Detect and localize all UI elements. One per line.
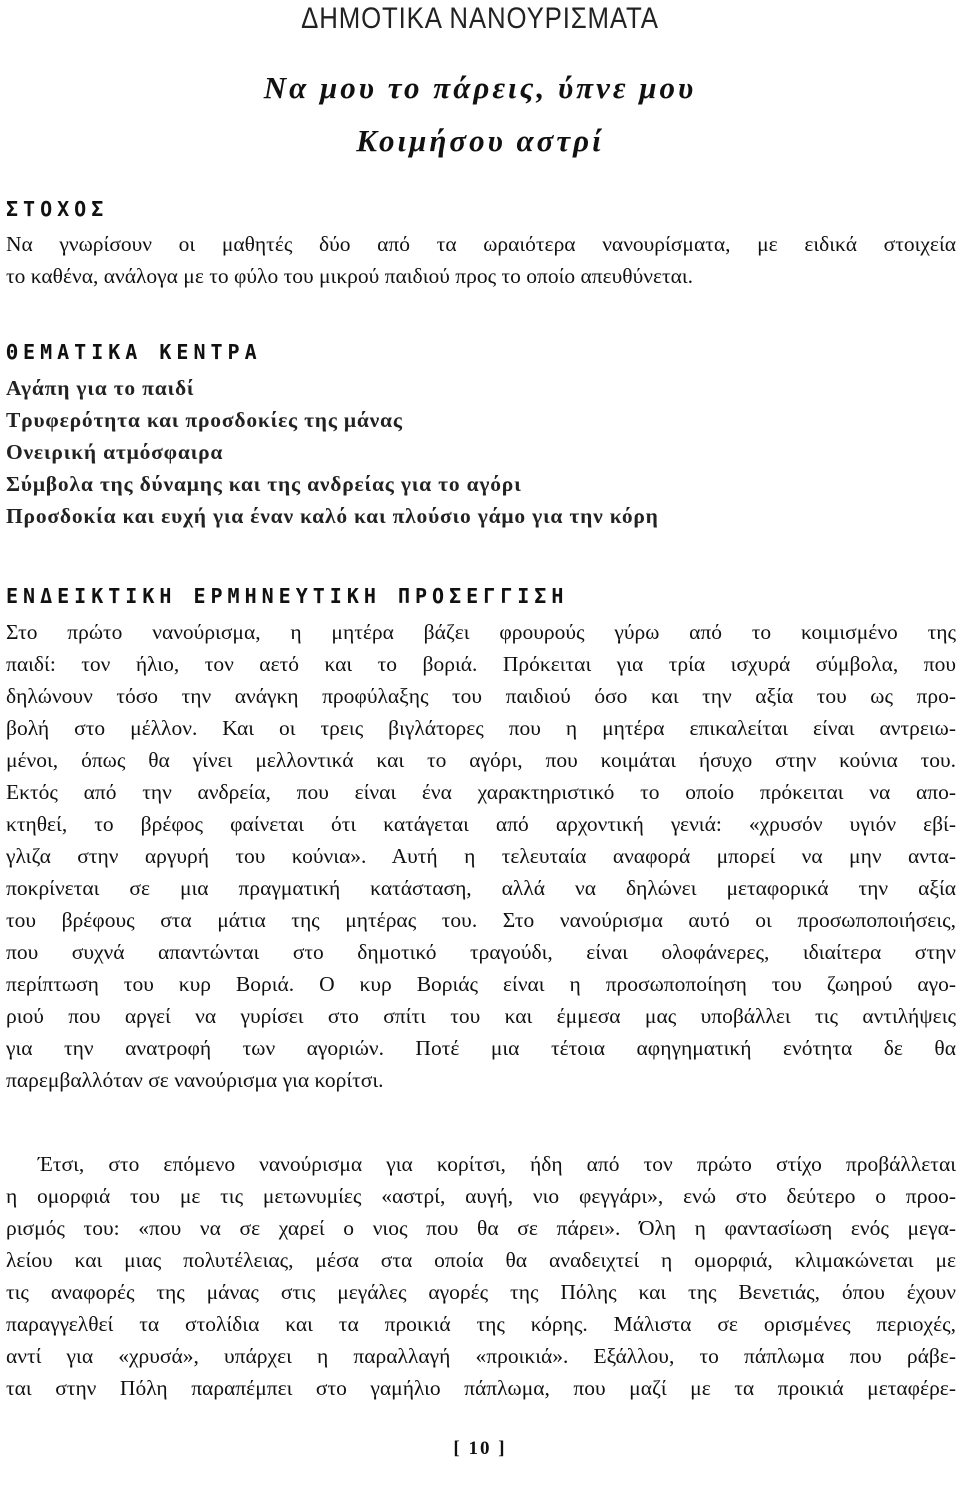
text-line: Έτσι, στο επόμενο νανούρισμα για κορίτσι, ήδη από τον πρώτο στίχο προβάλλεται xyxy=(38,1152,956,1176)
text-line: δηλώνουν τόσο την ανάγκη προφύλαξης του παιδιού όσο και την αξία του ως προ- xyxy=(6,684,956,708)
poem-title-1: Να μου το πάρεις, ύπνε μου xyxy=(263,70,697,105)
text-line: αντί για «χρυσά», υπάρχει η παραλλαγή «προικιά». Εξάλλου, το πάπλωμα που ράβε- xyxy=(6,1344,956,1368)
text-line: η ομορφιά του με τις μετωνυμίες «αστρί, αυγή, νιο φεγγάρι», ενώ στο δεύτερο ο προο- xyxy=(6,1184,956,1208)
theme-item: Σύμβολα της δύναμης και της ανδρείας για το αγόρι xyxy=(6,472,522,496)
text-line: για την ανατροφή των αγοριών. Ποτέ μια τέτοια αφηγηματική ενότητα δε θα xyxy=(6,1036,956,1060)
text-line: βολή στο μέλλον. Και οι τρεις βιγλάτορες που η μητέρα επικαλείται είναι αντρειω- xyxy=(6,716,956,740)
approach-paragraph-2 xyxy=(6,1148,956,1404)
theme-item: Τρυφερότητα και προσδοκίες της μάνας xyxy=(6,408,403,432)
text-line: Να γνωρίσουν οι μαθητές δύο από τα ωραιότερα νανουρίσματα, με ειδικά στοιχεία xyxy=(6,232,956,256)
text-line: ρισμός του: «που να σε χαρεί ο νιος που θα σε πάρει». Όλη η φαντασίωση ενός μεγα- xyxy=(6,1216,956,1240)
section-heading-goal: ΣΤΟΧΟΣ xyxy=(6,197,109,221)
text-line: λείου και μιας πολυτέλειας, μέσα στα οποία θα αναδειχτεί η ομορφιά, κλιμακώνεται με xyxy=(6,1248,956,1272)
section-heading-approach: ΕΝΔΕΙΚΤΙΚΗ ΕΡΜΗΝΕΥΤΙΚΗ ΠΡΟΣΕΓΓΙΣΗ xyxy=(6,584,569,608)
text-line: γλιζα στην αργυρή του κούνια». Αυτή η τελευταία αναφορά μπορεί να μην αντα- xyxy=(6,844,956,868)
text-line: που συχνά απαντώνται στο δημοτικό τραγούδι, είναι ολοφάνερες, ιδιαίτερα στην xyxy=(6,940,956,964)
text-line: το καθένα, ανάλογα με το φύλο του μικρού παιδιού προς το οποίο απευθύνεται. xyxy=(6,264,694,288)
text-line: ριού που αργεί να γυρίσει στο σπίτι του και έμμεσα μας υποβάλλει τις αντιλήψεις xyxy=(6,1004,956,1028)
theme-item: Προσδοκία και ευχή για έναν καλό και πλούσιο γάμο για την κόρη xyxy=(6,504,659,528)
page-number: [ 10 ] xyxy=(453,1438,507,1459)
text-line: παραγγελθεί τα στολίδια και τα προικιά της κόρης. Μάλιστα σε ορισμένες περιοχές, xyxy=(6,1312,956,1336)
text-line: Στο πρώτο νανούρισμα, η μητέρα βάζει φρουρούς γύρω από το κοιμισμένο της xyxy=(6,620,956,644)
text-line: ται στην Πόλη παραπέμπει στο γαμήλιο πάπλωμα, που μαζί με τα προικιά μεταφέρε- xyxy=(6,1376,956,1400)
section-heading-themes: ΘΕΜΑΤΙΚΑ ΚΕΝΤΡΑ xyxy=(6,340,262,364)
theme-item: Ονειρική ατμόσφαιρα xyxy=(6,440,224,464)
text-line: παρεμβαλλόταν σε νανούρισμα για κορίτσι. xyxy=(6,1068,384,1092)
themes-list xyxy=(6,372,659,532)
text-line: μένοι, όπως θα γίνει μελλοντικά και το αγόρι, που κοιμάται ήσυχο στην κούνια του. xyxy=(6,748,956,772)
text-line: Εκτός από την ανδρεία, που είναι ένα χαρακτηριστικό το οποίο πρόκειται να απο- xyxy=(6,780,956,804)
theme-item: Αγάπη για το παιδί xyxy=(6,376,195,400)
poem-title-2: Κοιμήσου αστρί xyxy=(356,123,604,158)
text-line: ποκρίνεται σε μια πραγματική κατάσταση, αλλά να δηλώνει μεταφορικά την αξία xyxy=(6,876,956,900)
text-line: παιδί: τον ήλιο, τον αετό και το βοριά. Πρόκειται για τρία ισχυρά σύμβολα, που xyxy=(6,652,956,676)
approach-paragraph-1 xyxy=(6,616,956,1096)
running-head: ΔΗΜΟΤΙΚΑ ΝΑΝΟΥΡΙΣΜΑΤΑ xyxy=(301,2,659,35)
text-line: τις αναφορές της μάνας στις μεγάλες αγορές της Πόλης και της Βενετιάς, όπου έχουν xyxy=(6,1280,956,1304)
text-line: του βρέφους στα μάτια της μητέρας του. Στο νανούρισμα αυτό οι προσωποποιήσεις, xyxy=(6,908,956,932)
text-line: περίπτωση του κυρ Βοριά. Ο κυρ Βοριάς είναι η προσωποποίηση του ζωηρού αγο- xyxy=(6,972,956,996)
text-line: κτηθεί, το βρέφος φαίνεται ότι κατάγεται από αρχοντική γενιά: «χρυσόν υγιόν εβί- xyxy=(6,812,956,836)
goal-text xyxy=(6,228,956,292)
